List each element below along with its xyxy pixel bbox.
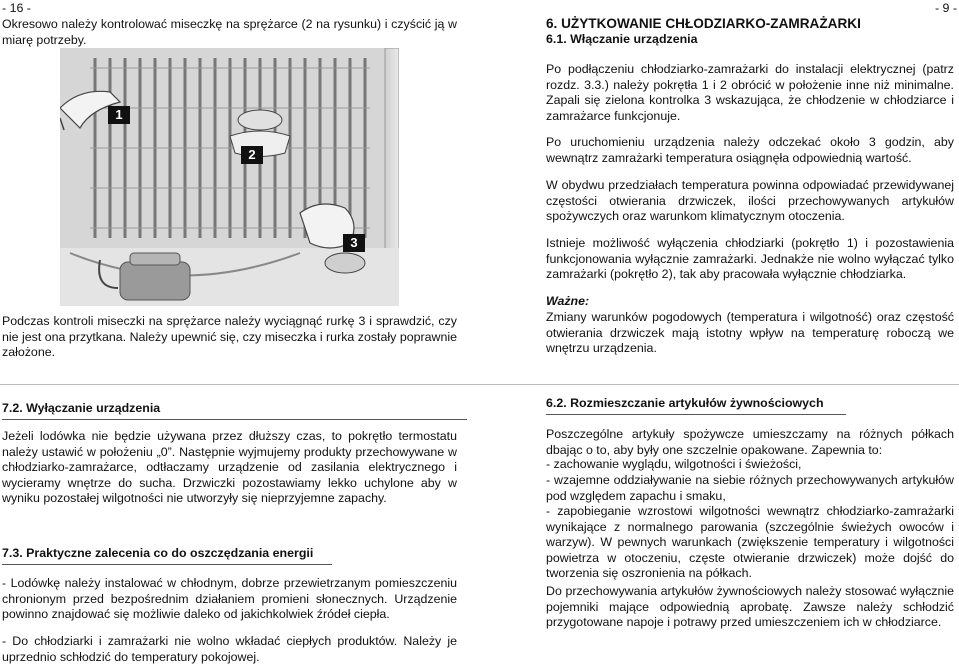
important-label: Ważne: [546,294,590,308]
section-62-bullet-1: - zachowanie wyglądu, wilgotności i świeżości, [546,457,802,471]
section-62-text-1: Poszczególne artykuły spożywcze umieszczamy na różnych półkach dbając o to, aby były one szczelnie opakowane. Zapewnia to: [546,427,954,457]
section-62-bullet-2: - wzajemne oddziaływanie na siebie różnych przechowywanych artykułów pod względem zapachu i smaku, [546,473,954,503]
section-73-text-1: - Lodówkę należy instalować w chłodnym, dobrze przewietrzanym pomieszczeniu chronionym przed bezpośrednim działaniem promieni słonecznych. Urządzenie powinno znajdować się możliwie daleko od jakichkolwiek źródeł ciepła. [2,576,457,622]
left-page-number: - 16 - [2,1,31,15]
section-62-text-2: Do przechowywania artykułów żywnościowych należy stosować wyłącznie pojemniki mające odpowiednią aprobatę. Zawsze należy schłodzić przygotowane napoje i potrawy przed umieszczeniem ich w chłodziarce. [546,584,954,630]
section-61-para-3: W obydwu przedziałach temperatura powinna odpowiadać przewidywanej częstości otwierania drzwiczek, ilości przechowywanych artykułów spożywczych oraz warunkom klimatycznym otoczenia. [546,178,954,224]
section-61-para-1: Po podłączeniu chłodziarko-zamrażarki do instalacji elektrycznej (patrz rozdz. 3.3.) należy pokrętła 1 i 2 obrócić w położenie inne niż minimalne. Zapali się zielona kontrolka 3 wskazująca, że chłodzenie w chłodziarce i zamrażarce funkcjonuje. [546,62,954,123]
section-62-title-text: 6.2. Rozmieszczanie artykułów żywnościowych [546,396,846,415]
section-61-para-2: Po uruchomieniu urządzenia należy odczekać około 3 godzin, aby wewnątrz zamrażarki temperatura osiągnęła odpowiednią wartość. [546,135,954,165]
compressor-figure [0,48,470,306]
figure-label-3: 3 [343,234,365,252]
section-62-title [546,396,846,415]
section-61-title: 6.1. Włączanie urządzenia [546,32,698,46]
section-73-text-2: - Do chłodziarki i zamrażarki nie wolno wkładać ciepłych produktów. Należy je uprzednio schłodzić do temperatury pokojowej. [2,634,457,664]
section-73-title-text: 7.3. Praktyczne zalecenia co do oszczędzania energii [2,546,332,565]
figure-label-2: 2 [241,146,263,164]
section-73-title [2,546,332,565]
section-72-title [2,401,467,420]
section-72-text: Jeżeli lodówka nie będzie używana przez dłuższy czas, to pokrętło termostatu należy ustawić w położeniu „0”. Następnie wyjmujemy produkty przechowywane w chłodziarko-zamrażarce, odtłaczamy urządzenie od zasilania elektrycznego i wycieramy wnętrze do sucha. Drzwiczki pozostawiamy lekko uchylone aby w wyniku pozostałej wilgotności nie utworzyły się nieprzyjemne zapachy. [2,429,457,506]
figure-caption: Podczas kontroli miseczki na sprężarce należy wyciągnąć rurkę 3 i sprawdzić, czy nie jest ona przytkana. Należy upewnić się, czy miseczka i rurka zostały poprawnie założone. [2,314,457,360]
right-page-number: - 9 - [934,1,957,15]
page-divider [0,384,959,385]
important-text: Zmiany warunków pogodowych (temperatura i wilgotność) oraz częstość otwierania drzwiczek mają istotny wpływ na temperaturę roboczą we wnętrzu urządzenia. [546,310,954,356]
chapter-title: 6. UŻYTKOWANIE CHŁODZIARKO-ZAMRAŻARKI [546,16,861,31]
section-72-title-text: 7.2. Wyłączanie urządzenia [2,401,467,420]
left-intro-text: Okresowo należy kontrolować miseczkę na sprężarce (2 na rysunku) i czyścić ją w miarę potrzeby. [2,17,457,47]
section-61-para-4: Istnieje możliwość wyłączenia chłodziarki (pokrętło 1) i pozostawienia funkcjonowania wyłącznie zamrażarki. Jednakże nie wolno wyłączać tylko zamrażarki (pokrętło 2), tak aby pracowała wyłącznie chłodziarka. [546,236,954,282]
figure-label-1: 1 [108,106,130,124]
section-62-bullet-3: - zapobieganie wzrostowi wilgotności wewnątrz chłodziarko-zamrażarki wynikające z normalnego parowania (szczególnie świeżych owoców i warzyw). W pewnych warunkach (zwiększenie temperatury i wilgotności powietrza w otoczeniu, częste otwieranie drzwiczek) może dojść do tworzenia się oszronienia na półkach. [546,504,954,581]
